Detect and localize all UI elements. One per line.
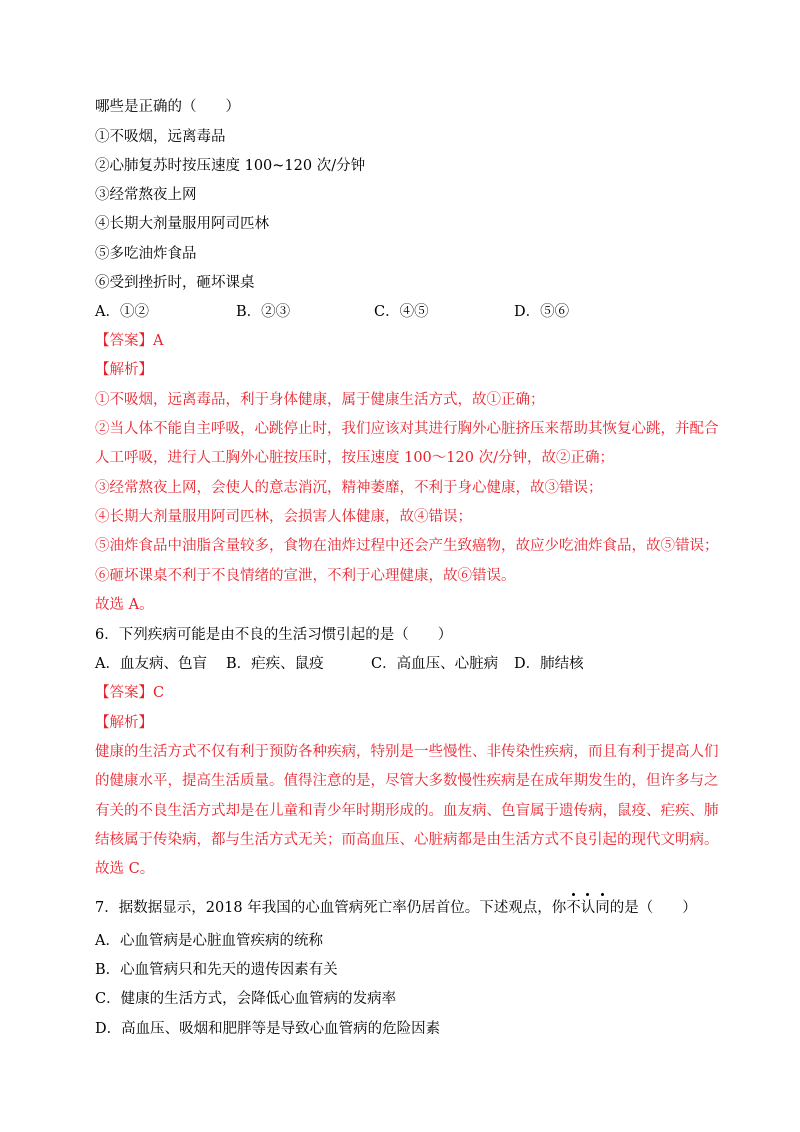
q5-item-6: ⑥受到挫折时，砸坏课桌 bbox=[95, 275, 255, 291]
q7-option-a: A．心血管病是心脏血管疾病的统称 bbox=[95, 933, 323, 949]
q7-stem-emphasis-text: 不认同 bbox=[566, 900, 610, 916]
q5-analysis-line-2: ②当人体不能自主呼吸，心跳停止时，我们应该对其进行胸外心脏挤压来帮助其恢复心跳，并配合 bbox=[95, 421, 719, 437]
q7-option-b: B．心血管病只和先天的遗传因素有关 bbox=[95, 962, 338, 978]
q6-analysis-line-3: 有关的不良生活方式却是在儿童和青少年时期形成的。血友病、色盲属于遗传病，鼠疫、疟疾、肺 bbox=[95, 803, 719, 819]
q5-analysis-line-5: ④长期大剂量服用阿司匹林，会损害人体健康，故④错误； bbox=[95, 509, 472, 525]
q7-stem-after: 的是（ ） bbox=[609, 900, 697, 916]
q5-option-a: A．①② bbox=[95, 304, 149, 320]
q5-stem-tail: 哪些是正确的（ ） bbox=[95, 99, 240, 115]
q5-item-2: ②心肺复苏时按压速度 100~120 次/分钟 bbox=[95, 158, 366, 174]
q6-analysis-line-1: 健康的生活方式不仅有利于预防各种疾病，特别是一些慢性、非传染性疾病，而且有利于提高人们 bbox=[95, 744, 719, 760]
q5-item-3: ③经常熬夜上网 bbox=[95, 187, 197, 203]
q7-option-c: C．健康的生活方式，会降低心血管病的发病率 bbox=[95, 991, 397, 1007]
q6-answer: 【答案】C bbox=[95, 685, 165, 701]
emphasis-dot-icon bbox=[586, 893, 589, 896]
q5-option-b: B．②③ bbox=[236, 304, 291, 320]
q5-item-4: ④长期大剂量服用阿司匹林 bbox=[95, 216, 269, 232]
q5-analysis-line-7: ⑥砸坏课桌不利于不良情绪的宣泄，不利于心理健康，故⑥错误。 bbox=[95, 568, 516, 584]
q5-analysis-line-1: ①不吸烟，远离毒品，利于身体健康，属于健康生活方式，故①正确； bbox=[95, 392, 545, 408]
q7-stem bbox=[95, 898, 697, 918]
q5-analysis-line-3: 人工呼吸，进行人工胸外心脏按压时，按压速度 100～120 次/分钟，故②正确； bbox=[95, 450, 614, 466]
q5-analysis-label: 【解析】 bbox=[95, 362, 153, 378]
q5-option-c: C．④⑤ bbox=[374, 304, 429, 320]
q7-stem-before: 7．据数据显示，2018 年我国的心血管病死亡率仍居首位。下述观点，你 bbox=[95, 900, 567, 916]
q6-option-a: A．血友病、色盲 bbox=[95, 656, 207, 672]
q6-analysis-line-4: 结核属于传染病，都与生活方式无关；而高血压、心脏病都是由生活方式不良引起的现代文明病。 bbox=[95, 832, 719, 848]
q5-analysis-line-4: ③经常熬夜上网，会使人的意志消沉，精神萎靡，不利于身心健康，故③错误； bbox=[95, 480, 603, 496]
q7-option-d: D．高血压、吸烟和肥胖等是导致心血管病的危险因素 bbox=[95, 1021, 441, 1037]
q5-answer: 【答案】A bbox=[95, 333, 164, 349]
q6-analysis-label: 【解析】 bbox=[95, 715, 153, 731]
q6-option-d: D．肺结核 bbox=[514, 656, 584, 672]
q5-option-d: D．⑤⑥ bbox=[514, 304, 570, 320]
emphasis-dot-icon bbox=[601, 893, 604, 896]
q6-option-b: B．疟疾、鼠疫 bbox=[226, 656, 324, 672]
q5-item-1: ①不吸烟，远离毒品 bbox=[95, 129, 226, 145]
q5-item-5: ⑤多吃油炸食品 bbox=[95, 246, 197, 262]
emphasis-dot-icon bbox=[572, 893, 575, 896]
q5-analysis-line-6: ⑤油炸食品中油脂含量较多，食物在油炸过程中还会产生致癌物，故应少吃油炸食品，故⑤错误； bbox=[95, 538, 719, 554]
q6-conclusion: 故选 C。 bbox=[95, 861, 155, 877]
q6-option-c: C．高血压、心脏病 bbox=[371, 656, 499, 672]
q6-analysis-line-2: 的健康水平，提高生活质量。值得注意的是，尽管大多数慢性疾病是在成年期发生的，但许多与之 bbox=[95, 773, 719, 789]
q5-conclusion: 故选 A。 bbox=[95, 597, 154, 613]
q6-stem: 6．下列疾病可能是由不良的生活习惯引起的是（ ） bbox=[95, 627, 453, 643]
q7-stem-emphasis bbox=[566, 900, 610, 916]
